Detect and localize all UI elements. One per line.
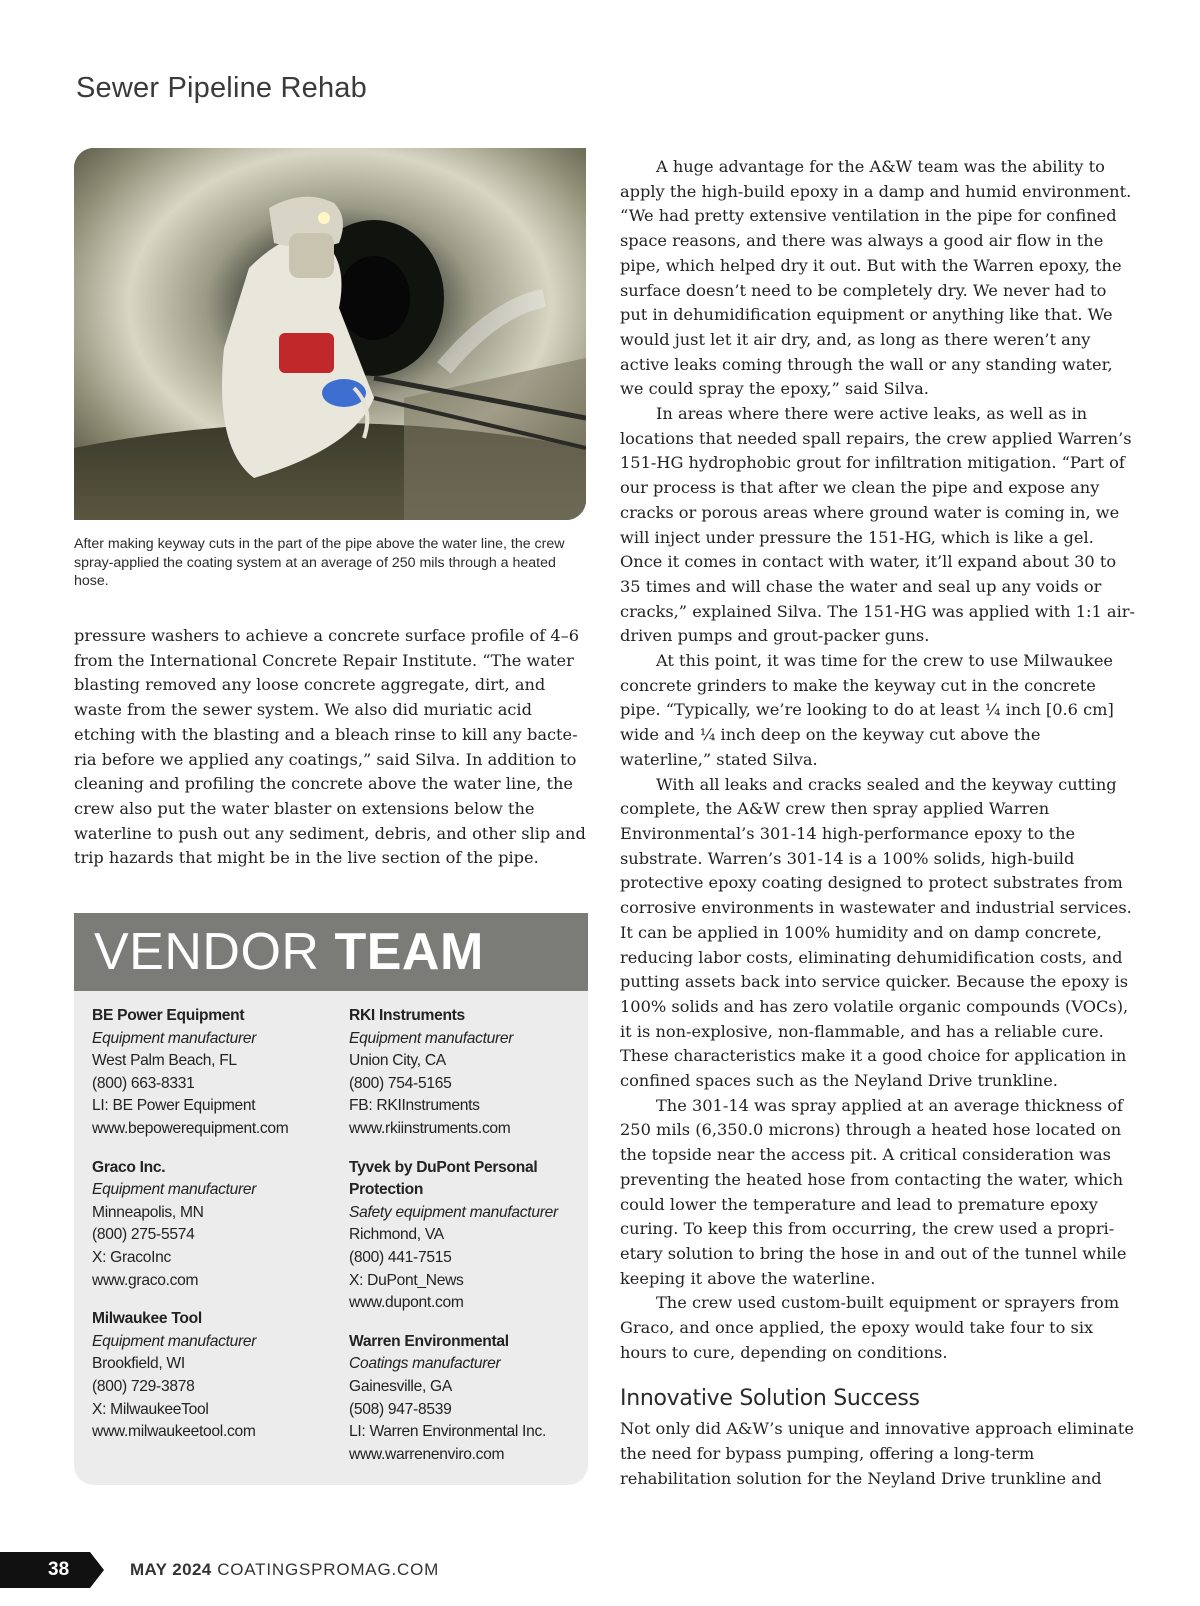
section-title: Sewer Pipeline Rehab xyxy=(76,72,367,104)
photo-caption: After making keyway cuts in the part of the pipe above the water line, the crew spray-applied the coating system at an average of 250 mils through a heated hose. xyxy=(74,536,565,589)
vendor-location: Richmond, VA xyxy=(349,1226,444,1244)
vendor-phone: (800) 754-5165 xyxy=(349,1074,452,1092)
body-paragraph: The crew used custom-built equipment or sprayers from Graco, and once applied, the epoxy would take four to six hours to cure, depending on conditions. xyxy=(620,1293,1120,1362)
vendor-name: Tyvek by DuPont Personal Protection xyxy=(349,1158,538,1199)
vendor-phone: (800) 663-8331 xyxy=(92,1074,195,1092)
vendor-website[interactable]: www.warrenenviro.com xyxy=(349,1445,505,1463)
body-paragraph: In areas where there were active leaks, as well as in locations that needed spall repairs, the crew applied Warren’s 151-HG hydrophobic grout for infiltration mitigation. “Part of our process is that after we clean the pipe and expose any cracks or porous areas where ground water is coming in, we will inject under pressure the 151-HG, which is like a gel. Once it comes in contact with water, it’ll expand about 30 to 35 times and will chase the water and seal up any voids or cracks,” explained Silva. The 151-HG was applied with 1:1 air-driven pumps and grout-packer guns. xyxy=(620,404,1135,646)
body-paragraph: With all leaks and cracks sealed and the keyway cutting complete, the A&W crew then spray applied Warren Environmental’s 301-14 high-performance epoxy to the substrate. Warren’s 301-14 is a 100% solids, high-build protective epoxy coating designed to protect substrates from corrosive environments in wastewater and industrial services. It can be applied in 100% humidity and on damp concrete, reducing labor costs, eliminating dehumidification costs, and putting assets back into service quicker. Because the epoxy is 100% solids and has zero volatile organic compounds (VOCs), it is non-explosive, non-flammable, and has a reliable cure. These characteristics make it a good choice for application in confined spaces such as the Neyland Drive trunkline. xyxy=(620,774,1132,1091)
page-footer xyxy=(0,1552,1200,1588)
vendor-entry xyxy=(92,1157,332,1293)
vendor-phone: (800) 275-5574 xyxy=(92,1226,195,1244)
vendor-social: LI: BE Power Equipment xyxy=(92,1097,256,1115)
photo-illustration xyxy=(74,148,586,520)
vendor-social: X: DuPont_News xyxy=(349,1271,464,1289)
left-column xyxy=(74,624,589,871)
footer-issue-date: MAY 2024 xyxy=(130,1560,212,1579)
vendor-website[interactable]: www.graco.com xyxy=(92,1271,199,1289)
vendor-website[interactable]: www.bepowerequipment.com xyxy=(92,1119,289,1137)
vendor-entry xyxy=(349,1157,589,1315)
vendor-location: Union City, CA xyxy=(349,1052,446,1070)
vendor-role: Coatings manufacturer xyxy=(349,1355,501,1373)
vendor-role: Safety equipment manufacturer xyxy=(349,1203,558,1221)
body-paragraph: Not only did A&W’s unique and innovative approach eliminate the need for bypass pumping, offering a long-term rehabilitation solution for the Neyland Drive trunkline and xyxy=(620,1419,1134,1488)
vendor-role: Equipment manufacturer xyxy=(92,1332,257,1350)
footer-site: COATINGSPROMAG.COM xyxy=(217,1560,440,1579)
vendor-entry xyxy=(349,1331,589,1467)
vendor-location: Brookfield, WI xyxy=(92,1355,185,1373)
body-paragraph: The 301-14 was spray applied at an average thickness of 250 mils (6,350.0 microns) through a heated hose located on the topside near the access pit. A critical consideration was preventing the heated hose from contacting the water, which could lower the temperature and lead to premature epoxy curing. To keep this from occurring, the crew used a proprietary solution to bring the hose in and out of the tunnel while keeping it above the waterline. xyxy=(620,1095,1127,1288)
vendor-column-1 xyxy=(92,1005,332,1460)
vendor-website[interactable]: www.rkiinstruments.com xyxy=(349,1119,511,1137)
vendor-location: Gainesville, GA xyxy=(349,1377,452,1395)
vendor-name: RKI Instruments xyxy=(349,1007,465,1024)
vendor-role: Equipment manufacturer xyxy=(349,1029,514,1047)
vendor-website[interactable]: www.milwaukeetool.com xyxy=(92,1423,256,1441)
vendor-role: Equipment manufacturer xyxy=(92,1029,257,1047)
vendor-role: Equipment manufacturer xyxy=(92,1181,257,1199)
vendor-phone: (800) 441-7515 xyxy=(349,1248,452,1266)
vendor-team-box xyxy=(74,913,588,1485)
vendor-name: BE Power Equipment xyxy=(92,1007,245,1024)
vendor-title-bold: TEAM xyxy=(334,923,484,981)
body-paragraph: A huge advantage for the A&W team was the ability to apply the high-build epoxy in a damp and humid environment. “We had pretty extensive ventilation in the pipe for confined space reasons, and there was always a good air flow in the pipe, which helped dry it out. But with the Warren epoxy, the surface doesn’t need to be completely dry. We never had to put in dehumidification equipment or anything like that. We would just let it air dry, and, as long as there weren’t any active leaks coming through the wall or any standing water, we could spray the epoxy,” said Silva. xyxy=(620,157,1132,399)
vendor-social: LI: Warren Environmental Inc. xyxy=(349,1423,546,1441)
vendor-location: West Palm Beach, FL xyxy=(92,1052,237,1070)
vendor-social: X: GracoInc xyxy=(92,1248,172,1266)
page-number: 38 xyxy=(48,1559,70,1580)
vendor-location: Minneapolis, MN xyxy=(92,1203,204,1221)
vendor-entry xyxy=(92,1005,332,1141)
vendor-name: Warren Environmental xyxy=(349,1332,509,1350)
vendor-title-light: VENDOR xyxy=(94,923,320,981)
footer-issue xyxy=(130,1552,439,1588)
vendor-phone: (800) 729-3878 xyxy=(92,1377,195,1395)
vendor-phone: (508) 947-8539 xyxy=(349,1400,452,1418)
body-paragraph: At this point, it was time for the crew to use Milwaukee concrete grinders to make the keyway cut in the concrete pipe. “Typically, we’re looking to do at least ¼ inch [0.6 cm] wide and ¼ inch deep on the keyway cut above the waterline,” stated Silva. xyxy=(620,651,1114,769)
vendor-name: Milwaukee Tool xyxy=(92,1310,202,1328)
vendor-social: FB: RKIInstruments xyxy=(349,1097,480,1115)
vendor-column-2 xyxy=(349,1005,589,1482)
vendor-entry xyxy=(349,1005,589,1141)
vendor-team-heading xyxy=(74,913,588,991)
body-paragraph: pressure washers to achieve a concrete surface profile of 4–6 from the International Concrete Repair Institute. “The water blasting removed any loose concrete aggregate, dirt, and waste from the sewer system. We also did muriatic acid etching with the blasting and a bleach rinse to kill any bacteria before we applied any coatings,” said Silva. In addition to cleaning and profiling the concrete above the water line, the crew also put the water blaster on extensions below the waterline to push out any sediment, debris, and other slip and trip hazards that might be in the live section of the pipe. xyxy=(74,626,586,868)
subheading: Innovative Solution Success xyxy=(620,1386,920,1412)
right-column xyxy=(620,155,1135,1492)
vendor-entry xyxy=(92,1308,332,1444)
vendor-social: X: MilwaukeeTool xyxy=(92,1400,209,1418)
vendor-website[interactable]: www.dupont.com xyxy=(349,1294,464,1312)
vendor-name: Graco Inc. xyxy=(92,1158,166,1176)
sewer-worker-photo xyxy=(74,148,586,520)
